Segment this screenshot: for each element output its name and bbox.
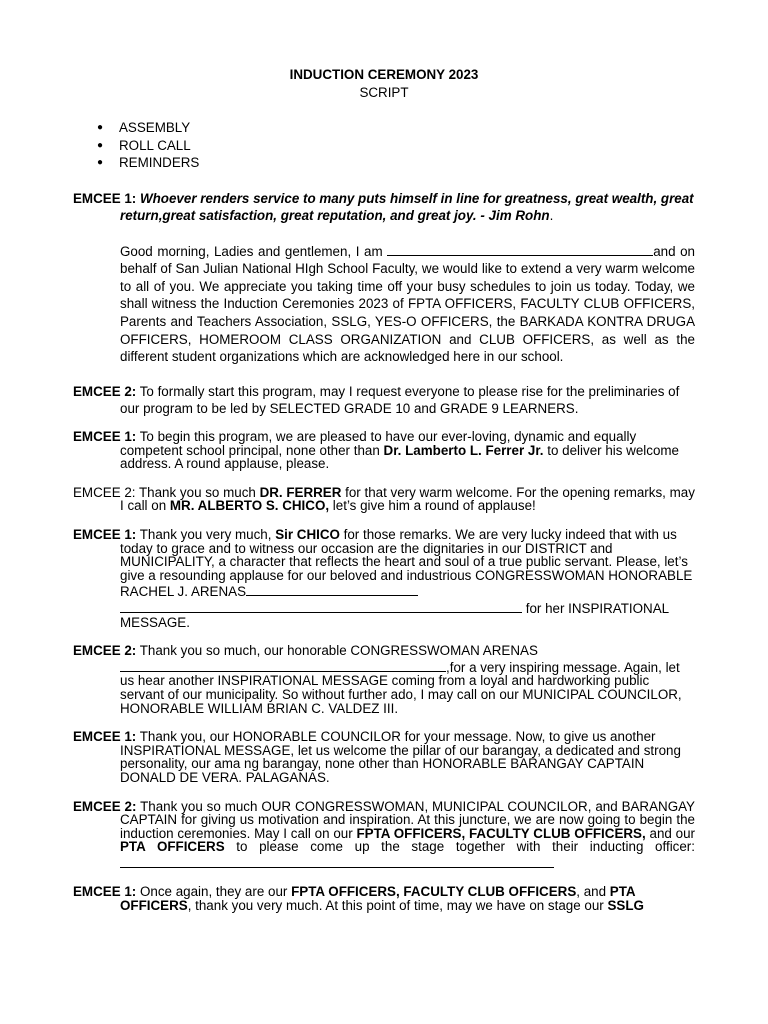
sir-chico-name: Sir CHICO (275, 527, 340, 542)
remarks-text-c: for that very warm welcome. For the opening remarks, may I call on (120, 484, 695, 514)
captain-text: Thank you, our HONORABLE COUNCILOR for your message. Now, to give us another INSPIRATIONAL MESSAGE, let us welcome the pillar of our barangay, a dedicated and strong personality, our ama ng barangay, none other than HONORABLE BARANGAY CAPTAIN DONALD DE VERA. PALAGANAS. (120, 729, 681, 785)
councilor-text-a: Thank you so much, our honorable CONGRESSWOMAN ARENAS (136, 643, 538, 659)
paragraph-emcee2-opening-remarks (73, 486, 695, 513)
name-blank-line (387, 242, 653, 256)
agenda-list (73, 119, 695, 172)
speaker-label: EMCEE 1: (73, 190, 137, 206)
paragraph-emcee1-quote (73, 190, 695, 225)
speaker-label: EMCEE 1: (73, 884, 137, 900)
list-item: ● REMINDERS (97, 154, 695, 172)
congress-text-a: Thank you very much, (136, 527, 276, 542)
principal-name: Dr. Lamberto L. Ferrer Jr. (383, 442, 544, 458)
paragraph-welcome (73, 242, 695, 366)
sslg-text-c: , and (576, 884, 610, 900)
speaker-name-chico: MR. ALBERTO S. CHICO, (169, 498, 330, 514)
sslg-text-a: Once again, they are our (136, 884, 292, 900)
remarks-text-e: let’s give him a round of applause! (329, 498, 536, 514)
blank-line (246, 582, 418, 596)
principal-text-a: To begin this program, we are pleased to have our ever-loving, dynamic and equally competent school principal, none other than (120, 429, 637, 458)
opening-quote: Whoever renders service to many puts himself in line for greatness, great wealth, great return,great satisfaction, great reputation, and great joy. - Jim Rohn (120, 190, 694, 224)
induction-text-a: Thank you so much OUR CONGRESSWOMAN, MUNICIPAL COUNCILOR, and BARANGAY CAPTAIN for giving us motivation and inspiration. At this juncture, we are now going to begin the induction ceremonies. May I call on our (120, 798, 695, 841)
paragraph-emcee2-preliminaries (73, 383, 695, 418)
list-item: ● ASSEMBLY (97, 119, 695, 137)
induction-text-e: to please come up the stage together with their inducting officer: (224, 839, 695, 855)
pta-officers: PTA OFFICERS (120, 839, 225, 855)
officer-groups: FPTA OFFICERS, FACULTY CLUB OFFICERS, (356, 825, 646, 841)
pta-officers: PTA OFFICERS (120, 884, 636, 914)
congress-text-d: for her INSPIRATIONAL MESSAGE. (120, 600, 669, 630)
blank-line (120, 854, 554, 868)
preliminaries-text: To formally start this program, may I request everyone to please rise for the preliminaries of our program to be led by SELECTED GRADE 10 and GRADE 9 LEARNERS. (120, 383, 680, 417)
paragraph-emcee1-congresswoman (73, 528, 695, 629)
document-subtitle: SCRIPT (359, 85, 409, 100)
speaker-label: EMCEE 2: (73, 383, 137, 399)
speaker-label: EMCEE 2: (73, 643, 137, 659)
list-item: ● ROLL CALL (97, 137, 695, 155)
paragraph-emcee2-councilor (73, 644, 695, 715)
paragraph-emcee1-sslg (73, 885, 695, 912)
blank-line (120, 599, 522, 613)
paragraph-emcee1-barangay-captain (73, 730, 695, 784)
induction-text-c: and our (645, 825, 695, 841)
welcome-text-body: and on behalf of San Julian National HIgh School Faculty, we would like to extend a very warm welcome to all of you. We appreciate you taking time off your busy schedules to join us today. Today, we shall witness the Induction Ceremonies 2023 of FPTA OFFICERS, FACULTY CLUB OFFICERS, Parents and Teachers Association, SSLG, YES-O OFFICERS, the BARKADA KONTRA DRUGA OFFICERS, HOMEROOM CLASS ORGANIZATION and CLUB OFFICERS, as well as the different student organizations which are acknowledged here in our school. (120, 243, 695, 365)
sslg-text-e: , thank you very much. At this point of time, may we have on stage our (187, 898, 608, 914)
quote-end: . (549, 208, 554, 224)
speaker-label: EMCEE 1: (73, 429, 137, 445)
councilor-text-b: ,for a very inspiring message. Again, let us hear another INSPIRATIONAL MESSAGE coming from a loyal and hardworking public servant of our municipality. So without further ado, I may call on our MUNICIPAL COUNCILOR, HONORABLE WILLIAM BRIAN C. VALDEZ III. (120, 659, 682, 716)
speaker-label: EMCEE 2: (73, 798, 137, 814)
officer-groups: FPTA OFFICERS, FACULTY CLUB OFFICERS (291, 884, 577, 900)
principal-short-name: DR. FERRER (259, 484, 342, 500)
congress-text-c: for those remarks. We are very lucky indeed that with us today to grace and to witness our occasion are the dignitaries in our DISTRICT and MUNICIPALITY, a character that reflects the heart and soul of a true public servant. Please, let’s give a resounding applause for our beloved and industrious CONGRESSWOMAN HONORABLE RACHEL J. ARENAS (120, 527, 693, 600)
remarks-text-a: EMCEE 2: Thank you so much (73, 484, 260, 500)
principal-text-c: to deliver his welcome address. A round applause, please. (120, 442, 679, 472)
document-title: INDUCTION CEREMONY 2023 (289, 67, 479, 82)
speaker-label: EMCEE 1: (73, 527, 137, 542)
welcome-text-start: Good morning, Ladies and gentlemen, I am (120, 243, 388, 259)
sslg-label: SSLG (607, 898, 644, 914)
speaker-label: EMCEE 1: (73, 729, 137, 745)
paragraph-emcee2-induction (73, 800, 695, 871)
paragraph-emcee1-principal (73, 430, 695, 471)
blank-line (120, 658, 446, 672)
